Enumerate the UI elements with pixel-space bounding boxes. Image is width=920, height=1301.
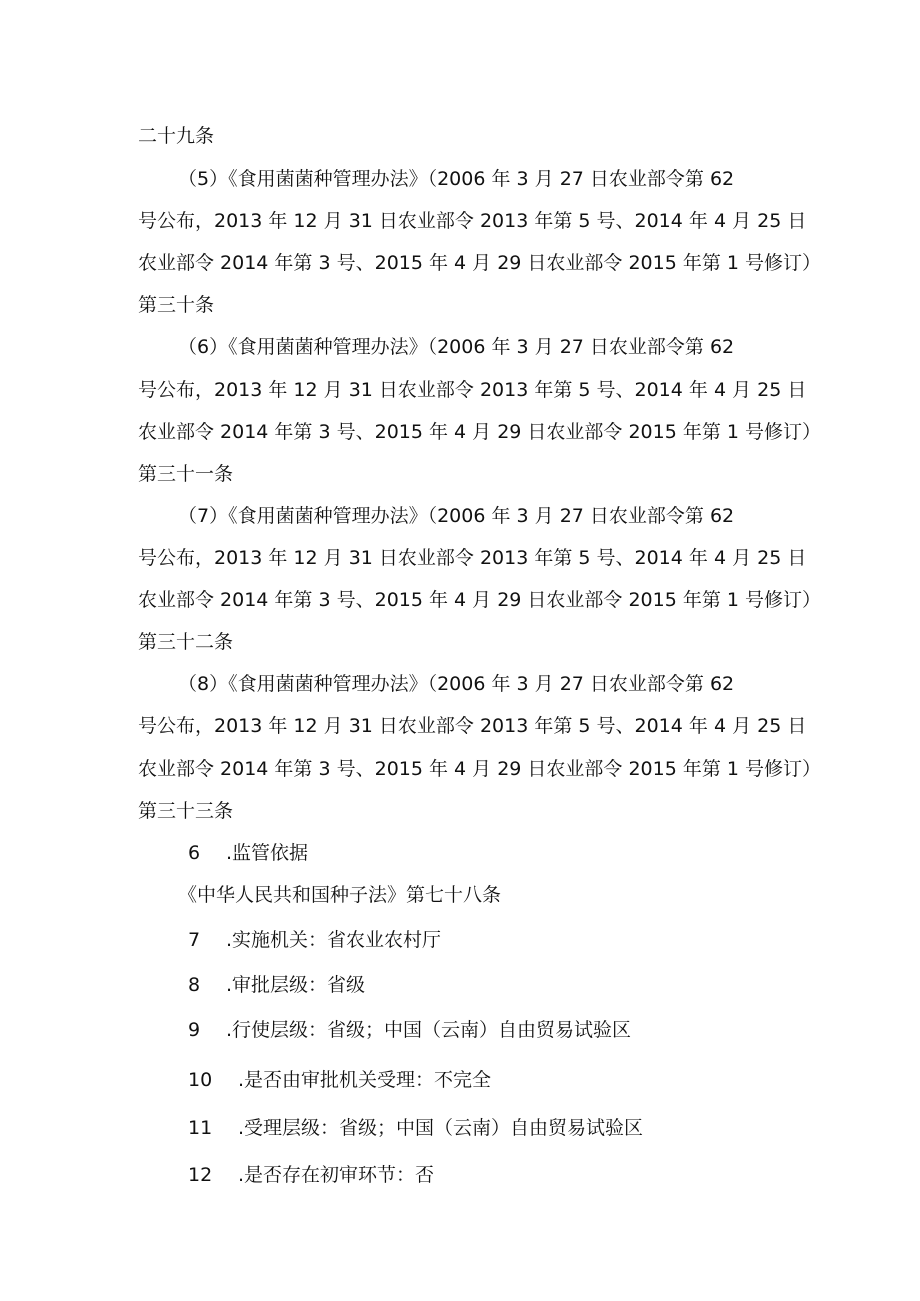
citation-8-line-2: 号公布，2013 年 12 月 31 日农业部令 2013 年第 5 号、2014 年 4 月 25 日 [138,715,807,737]
item-text: .是否存在初审环节：否 [238,1164,435,1186]
item-text: .受理层级：省级；中国（云南）自由贸易试验区 [238,1117,644,1139]
article-ref-31: 第三十一条 [138,463,234,485]
item-text: .是否由审批机关受理：不完全 [238,1069,492,1091]
item-text: .实施机关：省农业农村厅 [226,929,442,951]
article-ref-30: 第三十条 [138,294,215,316]
item-number: 6 [188,842,201,864]
item-text: .审批层级：省级 [226,974,366,996]
citation-5-line-3: 农业部令 2014 年第 3 号、2015 年 4 月 29 日农业部令 2015 年第 1 号修订） [138,252,822,274]
item-number: 9 [188,1019,201,1041]
item-text: 《中华人民共和国种子法》第七十八条 [178,884,502,906]
citation-7-line-2: 号公布，2013 年 12 月 31 日农业部令 2013 年第 5 号、2014 年 4 月 25 日 [138,547,807,569]
item-number: 11 [188,1117,213,1139]
article-ref-32: 第三十二条 [138,631,234,653]
citation-6-line-3: 农业部令 2014 年第 3 号、2015 年 4 月 29 日农业部令 2015 年第 1 号修订） [138,421,822,443]
item-12-preliminary-review [188,1163,434,1187]
item-number: 10 [188,1069,213,1091]
citation-5-line-2: 号公布，2013 年 12 月 31 日农业部令 2013 年第 5 号、2014 年 4 月 25 日 [138,210,807,232]
item-text: .监管依据 [226,842,309,864]
citation-6-line-1: （6）《食用菌菌种管理办法》（2006 年 3 月 27 日农业部令第 62 [178,336,735,358]
item-number: 7 [188,929,201,951]
item-6-supervision-basis [188,841,308,865]
citation-6-line-2: 号公布，2013 年 12 月 31 日农业部令 2013 年第 5 号、2014 年 4 月 25 日 [138,379,807,401]
citation-7-line-3: 农业部令 2014 年第 3 号、2015 年 4 月 29 日农业部令 2015 年第 1 号修订） [138,589,822,611]
item-10-accepted-by-approver [188,1068,491,1092]
item-9-exercise-level [188,1018,631,1042]
citation-5-line-1: （5）《食用菌菌种管理办法》（2006 年 3 月 27 日农业部令第 62 [178,168,735,190]
article-ref-33: 第三十三条 [138,800,234,822]
citation-7-line-1: （7）《食用菌菌种管理办法》（2006 年 3 月 27 日农业部令第 62 [178,505,735,527]
item-text: .行使层级：省级；中国（云南）自由贸易试验区 [226,1019,632,1041]
item-7-implementing-agency [188,928,441,952]
item-number: 12 [188,1164,213,1186]
article-ref-29: 二十九条 [138,125,215,147]
seed-law-reference [178,883,501,907]
citation-8-line-3: 农业部令 2014 年第 3 号、2015 年 4 月 29 日农业部令 2015 年第 1 号修订） [138,758,822,780]
item-number: 8 [188,974,201,996]
item-11-acceptance-level [188,1116,643,1140]
item-8-approval-level [188,973,365,997]
citation-8-line-1: （8）《食用菌菌种管理办法》（2006 年 3 月 27 日农业部令第 62 [178,673,735,695]
